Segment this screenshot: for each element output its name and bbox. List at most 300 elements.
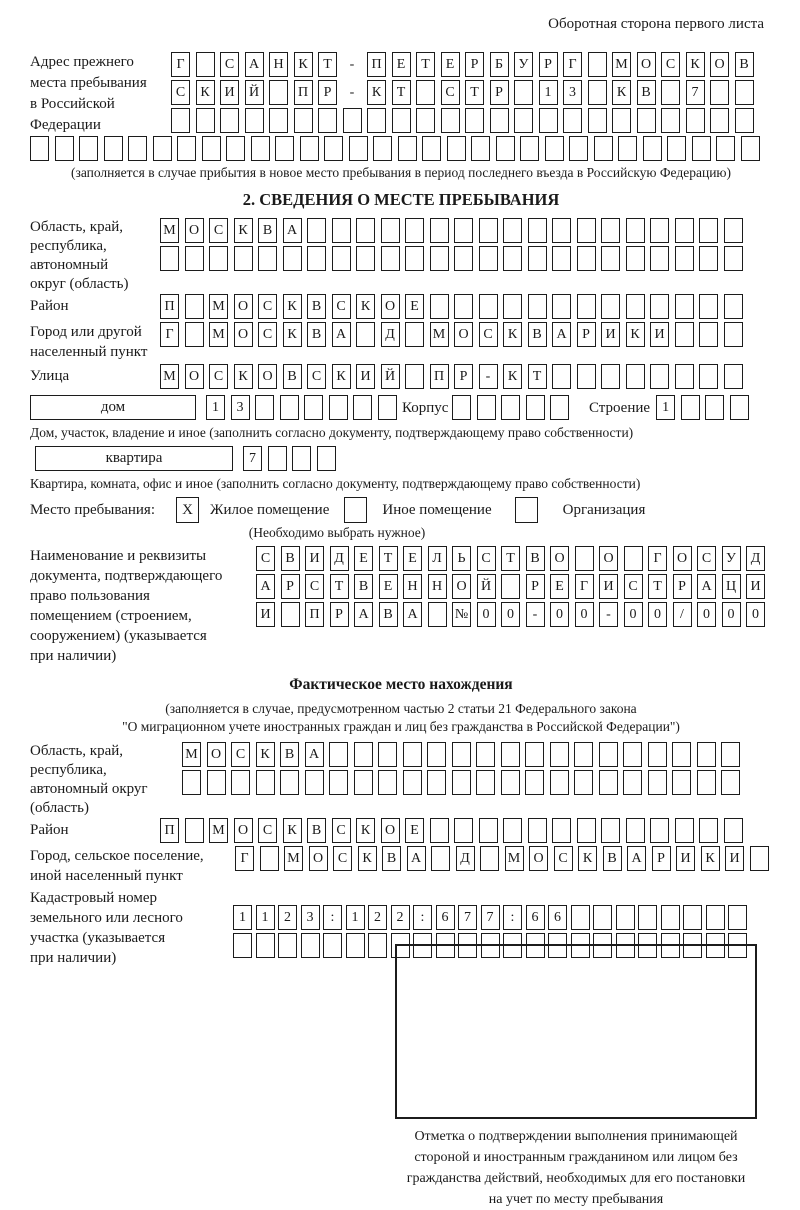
char-box-empty[interactable]: [588, 108, 607, 133]
char-box-empty[interactable]: [452, 742, 471, 767]
char-box[interactable]: /: [673, 602, 692, 627]
char-box-empty[interactable]: [251, 136, 270, 161]
char-box[interactable]: В: [280, 742, 299, 767]
char-box-empty[interactable]: [710, 108, 729, 133]
char-box-empty[interactable]: [479, 294, 498, 319]
char-box-empty[interactable]: [548, 933, 567, 958]
char-box[interactable]: 1: [656, 395, 675, 420]
char-box-empty[interactable]: [661, 933, 680, 958]
char-box[interactable]: К: [256, 742, 275, 767]
char-box-empty[interactable]: [552, 818, 571, 843]
char-box-empty[interactable]: [441, 108, 460, 133]
char-box[interactable]: Б: [490, 52, 509, 77]
char-box-empty[interactable]: [323, 933, 342, 958]
char-box-empty[interactable]: [503, 818, 522, 843]
char-box-empty[interactable]: [675, 218, 694, 243]
char-box[interactable]: Д: [456, 846, 475, 871]
char-box[interactable]: У: [514, 52, 533, 77]
char-box-empty[interactable]: [706, 933, 725, 958]
char-box[interactable]: В: [526, 546, 545, 571]
char-box-empty[interactable]: [697, 742, 716, 767]
char-box-empty[interactable]: [650, 246, 669, 271]
char-box[interactable]: С: [220, 52, 239, 77]
char-box[interactable]: 1: [206, 395, 225, 420]
char-box-empty[interactable]: [574, 770, 593, 795]
char-box-empty[interactable]: [185, 322, 204, 347]
char-box-empty[interactable]: [675, 818, 694, 843]
char-box[interactable]: М: [284, 846, 303, 871]
char-box[interactable]: К: [283, 294, 302, 319]
char-box[interactable]: Р: [577, 322, 596, 347]
char-box[interactable]: К: [503, 364, 522, 389]
char-box-empty[interactable]: [196, 52, 215, 77]
char-box-empty[interactable]: [378, 395, 397, 420]
char-box-empty[interactable]: [626, 218, 645, 243]
char-box-empty[interactable]: [231, 770, 250, 795]
char-box-empty[interactable]: [724, 364, 743, 389]
char-box-empty[interactable]: [675, 294, 694, 319]
char-box[interactable]: Р: [318, 80, 337, 105]
char-box-empty[interactable]: [318, 108, 337, 133]
char-box[interactable]: О: [452, 574, 471, 599]
char-box[interactable]: -: [479, 364, 498, 389]
char-box-empty[interactable]: [479, 818, 498, 843]
char-box-empty[interactable]: [378, 770, 397, 795]
char-box-empty[interactable]: [465, 108, 484, 133]
char-box-empty[interactable]: [477, 395, 496, 420]
char-box[interactable]: М: [209, 818, 228, 843]
char-box-empty[interactable]: [260, 846, 279, 871]
char-box[interactable]: Т: [379, 546, 398, 571]
char-box[interactable]: К: [332, 364, 351, 389]
char-box-empty[interactable]: [577, 818, 596, 843]
char-box[interactable]: С: [231, 742, 250, 767]
char-box-empty[interactable]: [593, 905, 612, 930]
char-box-empty[interactable]: [667, 136, 686, 161]
char-box[interactable]: К: [234, 364, 253, 389]
char-box-empty[interactable]: [233, 933, 252, 958]
char-box[interactable]: С: [209, 364, 228, 389]
char-box-empty[interactable]: [258, 246, 277, 271]
char-box[interactable]: С: [441, 80, 460, 105]
char-box-empty[interactable]: [643, 136, 662, 161]
char-box-empty[interactable]: [416, 108, 435, 133]
char-box[interactable]: К: [234, 218, 253, 243]
char-box-empty[interactable]: [593, 933, 612, 958]
char-box[interactable]: У: [722, 546, 741, 571]
char-box[interactable]: В: [528, 322, 547, 347]
char-box-empty[interactable]: [269, 108, 288, 133]
char-box[interactable]: Р: [281, 574, 300, 599]
char-box-empty[interactable]: [672, 770, 691, 795]
char-box-empty[interactable]: [245, 108, 264, 133]
char-box-empty[interactable]: [601, 294, 620, 319]
char-box[interactable]: 0: [697, 602, 716, 627]
char-box-empty[interactable]: [699, 364, 718, 389]
char-box-empty[interactable]: [256, 770, 275, 795]
char-box[interactable]: В: [735, 52, 754, 77]
char-box[interactable]: С: [661, 52, 680, 77]
char-box[interactable]: К: [612, 80, 631, 105]
char-box-empty[interactable]: [552, 246, 571, 271]
char-box-empty[interactable]: [185, 246, 204, 271]
char-box[interactable]: А: [552, 322, 571, 347]
char-box-empty[interactable]: [300, 136, 319, 161]
char-box-empty[interactable]: [430, 218, 449, 243]
char-box-empty[interactable]: [280, 770, 299, 795]
char-box[interactable]: Г: [563, 52, 582, 77]
char-box[interactable]: В: [382, 846, 401, 871]
char-box[interactable]: О: [185, 218, 204, 243]
char-box[interactable]: Т: [330, 574, 349, 599]
char-box-empty[interactable]: [367, 108, 386, 133]
char-box-empty[interactable]: [637, 108, 656, 133]
char-box[interactable]: 3: [301, 905, 320, 930]
char-box-empty[interactable]: [354, 770, 373, 795]
char-box[interactable]: В: [283, 364, 302, 389]
char-box-empty[interactable]: [514, 80, 533, 105]
char-box[interactable]: А: [332, 322, 351, 347]
char-box-empty[interactable]: [528, 218, 547, 243]
char-box[interactable]: 1: [539, 80, 558, 105]
char-box[interactable]: К: [626, 322, 645, 347]
char-box-empty[interactable]: [699, 294, 718, 319]
char-box[interactable]: М: [160, 218, 179, 243]
char-box[interactable]: А: [256, 574, 275, 599]
char-box-empty[interactable]: [202, 136, 221, 161]
char-box[interactable]: Г: [648, 546, 667, 571]
char-box-empty[interactable]: [728, 933, 747, 958]
char-box-empty[interactable]: [346, 933, 365, 958]
char-box[interactable]: Р: [490, 80, 509, 105]
char-box-empty[interactable]: [160, 246, 179, 271]
char-box-empty[interactable]: [220, 108, 239, 133]
char-box[interactable]: В: [281, 546, 300, 571]
char-box[interactable]: Р: [454, 364, 473, 389]
char-box-empty[interactable]: [268, 446, 287, 471]
char-box[interactable]: 6: [436, 905, 455, 930]
char-box-empty[interactable]: [735, 108, 754, 133]
char-box[interactable]: С: [258, 818, 277, 843]
char-box[interactable]: Р: [526, 574, 545, 599]
checkbox-residential[interactable]: X: [176, 497, 199, 523]
char-box[interactable]: О: [234, 322, 253, 347]
char-box[interactable]: Т: [392, 80, 411, 105]
char-box-empty[interactable]: [226, 136, 245, 161]
char-box-empty[interactable]: [281, 602, 300, 627]
char-box-empty[interactable]: [196, 108, 215, 133]
char-box[interactable]: О: [381, 818, 400, 843]
char-box-empty[interactable]: [128, 136, 147, 161]
char-box[interactable]: А: [305, 742, 324, 767]
char-box-empty[interactable]: [672, 742, 691, 767]
char-box[interactable]: О: [258, 364, 277, 389]
char-box-empty[interactable]: [349, 136, 368, 161]
char-box-empty[interactable]: [496, 136, 515, 161]
char-box-empty[interactable]: [209, 246, 228, 271]
char-box-empty[interactable]: [730, 395, 749, 420]
char-box[interactable]: А: [407, 846, 426, 871]
char-box[interactable]: И: [746, 574, 765, 599]
char-box[interactable]: С: [479, 322, 498, 347]
char-box[interactable]: С: [258, 322, 277, 347]
char-box-empty[interactable]: [721, 742, 740, 767]
char-box[interactable]: К: [356, 818, 375, 843]
char-box-empty[interactable]: [391, 933, 410, 958]
char-box-empty[interactable]: [403, 770, 422, 795]
char-box[interactable]: О: [454, 322, 473, 347]
char-box-empty[interactable]: [528, 294, 547, 319]
char-box[interactable]: -: [526, 602, 545, 627]
char-box-empty[interactable]: [356, 322, 375, 347]
char-box-empty[interactable]: [588, 52, 607, 77]
char-box-empty[interactable]: [278, 933, 297, 958]
char-box[interactable]: Й: [245, 80, 264, 105]
char-box[interactable]: О: [309, 846, 328, 871]
char-box-empty[interactable]: [301, 933, 320, 958]
char-box[interactable]: С: [333, 846, 352, 871]
char-box[interactable]: В: [307, 818, 326, 843]
char-box[interactable]: И: [305, 546, 324, 571]
char-box[interactable]: П: [294, 80, 313, 105]
char-box[interactable]: Г: [171, 52, 190, 77]
char-box[interactable]: М: [430, 322, 449, 347]
char-box-empty[interactable]: [454, 818, 473, 843]
char-box-empty[interactable]: [569, 136, 588, 161]
char-box[interactable]: Т: [528, 364, 547, 389]
char-box-empty[interactable]: [724, 218, 743, 243]
char-box-empty[interactable]: [571, 933, 590, 958]
char-box[interactable]: О: [234, 818, 253, 843]
char-box-empty[interactable]: [724, 246, 743, 271]
char-box[interactable]: 3: [231, 395, 250, 420]
char-box[interactable]: С: [171, 80, 190, 105]
char-box[interactable]: С: [256, 546, 275, 571]
char-box[interactable]: В: [258, 218, 277, 243]
char-box-empty[interactable]: [503, 294, 522, 319]
char-box-empty[interactable]: [280, 395, 299, 420]
char-box[interactable]: П: [430, 364, 449, 389]
char-box-empty[interactable]: [681, 395, 700, 420]
char-box-empty[interactable]: [648, 770, 667, 795]
char-box-empty[interactable]: [171, 108, 190, 133]
char-box-empty[interactable]: [525, 770, 544, 795]
char-box-empty[interactable]: [601, 246, 620, 271]
char-box-empty[interactable]: [356, 218, 375, 243]
char-box[interactable]: А: [245, 52, 264, 77]
char-box[interactable]: 0: [501, 602, 520, 627]
char-box-empty[interactable]: [452, 395, 471, 420]
char-box-empty[interactable]: [741, 136, 760, 161]
char-box-empty[interactable]: [447, 136, 466, 161]
char-box-empty[interactable]: [624, 546, 643, 571]
char-box[interactable]: 7: [458, 905, 477, 930]
char-box-empty[interactable]: [616, 933, 635, 958]
char-box-empty[interactable]: [550, 395, 569, 420]
char-box[interactable]: О: [234, 294, 253, 319]
char-box[interactable]: Е: [441, 52, 460, 77]
char-box[interactable]: -: [599, 602, 618, 627]
char-box[interactable]: О: [673, 546, 692, 571]
char-box-empty[interactable]: [234, 246, 253, 271]
char-box[interactable]: Т: [416, 52, 435, 77]
char-box-empty[interactable]: [526, 395, 545, 420]
char-box[interactable]: 2: [391, 905, 410, 930]
char-box-empty[interactable]: [436, 933, 455, 958]
char-box-empty[interactable]: [503, 218, 522, 243]
char-box[interactable]: К: [578, 846, 597, 871]
char-box-empty[interactable]: [552, 294, 571, 319]
char-box[interactable]: Г: [160, 322, 179, 347]
char-box-empty[interactable]: [724, 294, 743, 319]
char-box-empty[interactable]: [661, 108, 680, 133]
char-box[interactable]: М: [505, 846, 524, 871]
char-box[interactable]: И: [256, 602, 275, 627]
char-box[interactable]: И: [725, 846, 744, 871]
char-box[interactable]: Е: [405, 818, 424, 843]
char-box-empty[interactable]: [650, 218, 669, 243]
char-box-empty[interactable]: [574, 742, 593, 767]
char-box-empty[interactable]: [623, 742, 642, 767]
char-box[interactable]: К: [358, 846, 377, 871]
char-box-empty[interactable]: [305, 770, 324, 795]
char-box[interactable]: С: [554, 846, 573, 871]
char-box-empty[interactable]: [618, 136, 637, 161]
char-box[interactable]: 0: [722, 602, 741, 627]
char-box[interactable]: К: [294, 52, 313, 77]
char-box-empty[interactable]: [648, 742, 667, 767]
char-box-empty[interactable]: [427, 770, 446, 795]
char-box[interactable]: А: [283, 218, 302, 243]
char-box-empty[interactable]: [706, 905, 725, 930]
char-box[interactable]: Р: [673, 574, 692, 599]
char-box-empty[interactable]: [552, 218, 571, 243]
char-box-empty[interactable]: [373, 136, 392, 161]
char-box[interactable]: Д: [381, 322, 400, 347]
char-box-empty[interactable]: [612, 108, 631, 133]
char-box[interactable]: И: [220, 80, 239, 105]
char-box-empty[interactable]: [353, 395, 372, 420]
char-box-empty[interactable]: [356, 246, 375, 271]
char-box[interactable]: №: [452, 602, 471, 627]
char-box[interactable]: О: [381, 294, 400, 319]
char-box[interactable]: Ь: [452, 546, 471, 571]
char-box[interactable]: 0: [624, 602, 643, 627]
char-box-empty[interactable]: [577, 294, 596, 319]
char-box[interactable]: 0: [648, 602, 667, 627]
char-box[interactable]: Е: [379, 574, 398, 599]
char-box[interactable]: Д: [746, 546, 765, 571]
char-box-empty[interactable]: [626, 246, 645, 271]
char-box[interactable]: В: [307, 322, 326, 347]
char-box[interactable]: М: [209, 294, 228, 319]
char-box[interactable]: Г: [235, 846, 254, 871]
char-box[interactable]: Р: [539, 52, 558, 77]
char-box-empty[interactable]: [616, 905, 635, 930]
char-box-empty[interactable]: [599, 742, 618, 767]
char-box-empty[interactable]: [697, 770, 716, 795]
char-box[interactable]: 1: [346, 905, 365, 930]
char-box-empty[interactable]: [661, 905, 680, 930]
char-box[interactable]: В: [379, 602, 398, 627]
char-box[interactable]: Т: [318, 52, 337, 77]
char-box-empty[interactable]: [520, 136, 539, 161]
char-box-empty[interactable]: [686, 108, 705, 133]
char-box-empty[interactable]: [405, 322, 424, 347]
char-box-empty[interactable]: [699, 218, 718, 243]
char-box[interactable]: А: [354, 602, 373, 627]
char-box-empty[interactable]: [458, 933, 477, 958]
char-box-empty[interactable]: [431, 846, 450, 871]
char-box-empty[interactable]: [550, 770, 569, 795]
char-box-empty[interactable]: [650, 818, 669, 843]
char-box-empty[interactable]: [182, 770, 201, 795]
char-box-empty[interactable]: [275, 136, 294, 161]
char-box[interactable]: А: [697, 574, 716, 599]
char-box[interactable]: Т: [465, 80, 484, 105]
char-box[interactable]: И: [601, 322, 620, 347]
char-box[interactable]: И: [599, 574, 618, 599]
char-box[interactable]: Е: [354, 546, 373, 571]
char-box-empty[interactable]: [705, 395, 724, 420]
char-box-empty[interactable]: [378, 742, 397, 767]
char-box[interactable]: Т: [648, 574, 667, 599]
char-box-empty[interactable]: [526, 933, 545, 958]
char-box-empty[interactable]: [354, 742, 373, 767]
char-box[interactable]: :: [323, 905, 342, 930]
char-box[interactable]: С: [258, 294, 277, 319]
apartment-box[interactable]: квартира: [35, 446, 233, 471]
char-box-empty[interactable]: [329, 395, 348, 420]
char-box-empty[interactable]: [476, 742, 495, 767]
char-box[interactable]: А: [627, 846, 646, 871]
char-box-empty[interactable]: [452, 770, 471, 795]
char-box[interactable]: 1: [256, 905, 275, 930]
char-box-empty[interactable]: [185, 294, 204, 319]
char-box-empty[interactable]: [588, 80, 607, 105]
char-box-empty[interactable]: [332, 246, 351, 271]
char-box-empty[interactable]: [403, 742, 422, 767]
char-box-empty[interactable]: [324, 136, 343, 161]
char-box[interactable]: П: [160, 294, 179, 319]
char-box[interactable]: И: [356, 364, 375, 389]
char-box[interactable]: Р: [652, 846, 671, 871]
char-box-empty[interactable]: [638, 933, 657, 958]
char-box-empty[interactable]: [545, 136, 564, 161]
char-box-empty[interactable]: [343, 108, 362, 133]
char-box[interactable]: 0: [575, 602, 594, 627]
char-box[interactable]: К: [701, 846, 720, 871]
char-box[interactable]: И: [650, 322, 669, 347]
char-box[interactable]: 7: [243, 446, 262, 471]
char-box-empty[interactable]: [79, 136, 98, 161]
char-box-empty[interactable]: [601, 364, 620, 389]
char-box[interactable]: Й: [477, 574, 496, 599]
char-box[interactable]: К: [686, 52, 705, 77]
char-box-empty[interactable]: [454, 246, 473, 271]
char-box-empty[interactable]: [177, 136, 196, 161]
char-box-empty[interactable]: [503, 933, 522, 958]
char-box[interactable]: Н: [428, 574, 447, 599]
char-box[interactable]: 6: [526, 905, 545, 930]
char-box[interactable]: К: [503, 322, 522, 347]
char-box-empty[interactable]: [480, 846, 499, 871]
char-box[interactable]: К: [356, 294, 375, 319]
char-box-empty[interactable]: [368, 933, 387, 958]
char-box[interactable]: :: [503, 905, 522, 930]
char-box[interactable]: С: [477, 546, 496, 571]
char-box-empty[interactable]: [638, 905, 657, 930]
